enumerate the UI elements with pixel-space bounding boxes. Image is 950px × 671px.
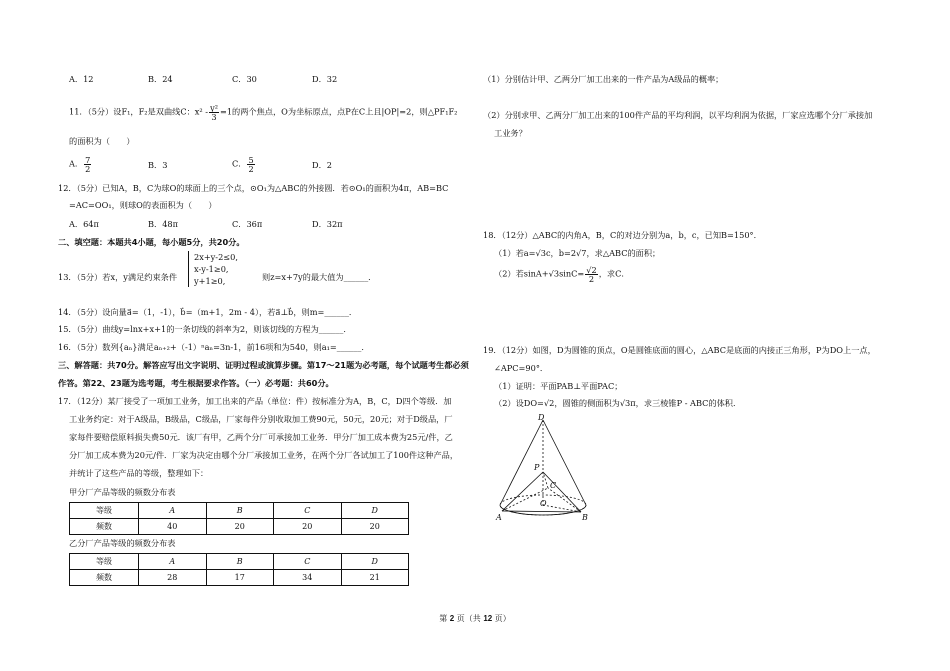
table-cell: 20: [206, 519, 274, 535]
q10-option-d: D．32: [312, 74, 338, 84]
table-cell: 17: [206, 570, 274, 586]
label-a: A: [496, 513, 502, 522]
q12-option-b: B．48π: [148, 219, 179, 229]
page-footer: 第 2 页（共 12 页）: [439, 614, 511, 623]
q18-stem: 18．（12分）△ABC的内角A，B，C的对边分别为a，b，c，已知B=150°．: [483, 230, 762, 240]
label-o: O: [540, 499, 547, 508]
section-3-heading-cont: 作答。第22、23题为选考题，考生根据要求作答。（一）必考题：共60分。: [58, 378, 334, 388]
label-d: D: [538, 413, 545, 422]
q13-stem-b: 则z=x+7y的最大值为______．: [262, 272, 377, 282]
q17-line-1: 17．（12分）某厂接受了一项加工业务，加工出来的产品（单位：件）按标准分为A，B，C，D四个等级．加: [58, 396, 452, 406]
q18-part-1: （1）若a=√3c，b=2√7，求△ABC的面积；: [494, 248, 661, 258]
table-header-cell: C: [274, 554, 342, 570]
q17-line-5: 并统计了这些产品的等级，整理如下：: [69, 468, 209, 478]
q17-part-2: （2）分别求甲、乙两分厂加工出来的100件产品的平均利润，以平均利润为依据，厂家应选哪个分厂承接加: [483, 110, 873, 120]
table-cell: 频数: [70, 519, 139, 535]
table-row: [70, 570, 409, 586]
edge-bc: [548, 488, 581, 512]
cone-slant-right: [543, 420, 586, 505]
table-factory-a: [69, 502, 409, 535]
q17-line-4: 分厂加工成本费为20元/件．厂家为决定由哪个分厂承接加工业务，在两个分厂各试加工了100件这种产品，: [69, 450, 459, 460]
table-cell: 28: [139, 570, 207, 586]
table-cell: 20: [274, 519, 342, 535]
table-cell: 频数: [70, 570, 139, 586]
table-cell: 21: [341, 570, 409, 586]
table-header-cell: A: [139, 554, 207, 570]
q11-option-c: C． $\frac{5}{2}$: [232, 155, 254, 174]
table-header-cell: 等级: [70, 503, 139, 519]
q19-part-1: （1）证明：平面PAB⊥平面PAC；: [494, 381, 623, 391]
label-b: B: [582, 513, 588, 522]
q18-part-2: （2）若sinA+√3sinC= $\frac{√2}{2}$ ，求C．: [494, 265, 630, 284]
table-header-row: [70, 503, 409, 519]
q17-part-2-cont: 工业务？: [494, 128, 527, 138]
q10-option-c: C．30: [232, 74, 257, 84]
table-header-cell: D: [341, 554, 409, 570]
table1-caption: 甲分厂产品等级的频数分布表: [69, 487, 176, 497]
table-cell: 34: [274, 570, 342, 586]
q12-stem: 12．（5分）已知A，B，C为球O的球面上的三个点，⊙O₁为△ABC的外接圆．若⊙O₁的面积为4π，AB=BC: [58, 183, 449, 193]
q15-stem: 15．（5分）曲线y=lnx+x+1的一条切线的斜率为2，则该切线的方程为______．: [58, 324, 352, 334]
q13-constraint-system: 2x+y-2≤0, x-y-1≥0, y+1≥0,: [188, 251, 238, 287]
cone-figure: [490, 412, 610, 527]
table-header-cell: B: [206, 503, 274, 519]
label-p: P: [534, 463, 540, 472]
table2-caption: 乙分厂产品等级的频数分布表: [69, 538, 176, 548]
table-cell: 20: [341, 519, 409, 535]
footer-total-pages: 12: [483, 614, 493, 623]
table-header-cell: 等级: [70, 554, 139, 570]
q12-option-a: A．64π: [69, 219, 99, 229]
section-2-heading: 二、填空题：本题共4小题，每小题5分，共20分。: [58, 237, 245, 247]
table-header-cell: B: [206, 554, 274, 570]
q19-part-2: （2）设DO=√2，圆锥的侧面积为√3π，求三棱锥P - ABC的体积．: [494, 398, 742, 408]
q11-stem-cont: 的面积为（ ）: [69, 136, 135, 146]
table-row: [70, 519, 409, 535]
table-header-cell: D: [341, 503, 409, 519]
q19-stem: 19．（12分）如图，D为圆锥的顶点，O是圆锥底面的圆心，△ABC是底面的内接正三角形，P为DO上一点，: [483, 345, 876, 355]
footer-page-number: 2: [449, 614, 455, 623]
q11-option-b: B．3: [148, 160, 168, 170]
q12-stem-cont: =AC=OO₁，则球O的表面积为（ ）: [69, 200, 217, 210]
q17-line-2: 工业务约定：对于A级品，B级品，C级品，厂家每件分别收取加工费90元，50元，20元；对于D级品，厂: [69, 414, 453, 424]
table-header-cell: C: [274, 503, 342, 519]
edge-ab: [502, 511, 581, 512]
q19-stem-cont: ∠APC=90°．: [494, 363, 549, 373]
label-c: C: [550, 481, 557, 490]
q13-stem-a: 13．（5分）若x，y满足约束条件: [58, 272, 178, 282]
q10-option-b: B．24: [148, 74, 173, 84]
q11-fraction: $\frac{\text{y²}}{3}$: [210, 103, 218, 122]
table-header-cell: A: [139, 503, 207, 519]
table-factory-b: [69, 553, 409, 586]
q12-option-c: C．36π: [232, 219, 263, 229]
q11-stem: 11．（5分）设F₁，F₂是双曲线C：x² - $\frac{\text{y²}}{3}$ =1的两个焦点，O为坐标原点，点P在C上且|OP|=2，则△PF₁F₂: [69, 103, 458, 122]
q17-part-1: （1）分别估计甲、乙两分厂加工出来的一件产品为A级品的概率；: [483, 74, 724, 84]
q14-stem: 14．（5分）设向量a⃗=（1，-1），b⃗=（m+1，2m - 4），若a⃗⊥b⃗，则m=______．: [58, 307, 358, 317]
q12-option-d: D．32π: [312, 219, 343, 229]
table-header-row: [70, 554, 409, 570]
q17-line-3: 家每件要赔偿原料损失费50元．该厂有甲，乙两个分厂可承接加工业务．甲分厂加工成本费为25元/件，乙: [69, 432, 453, 442]
edge-pa: [502, 472, 543, 511]
q11-option-a: A． $\frac{7}{2}$: [69, 155, 91, 174]
section-3-heading: 三、解答题：共70分。解答应写出文字说明、证明过程或演算步骤。第17～21题为必考题，每个试题考生都必须: [58, 360, 469, 370]
q10-option-a: A．12: [69, 74, 94, 84]
q11-option-d: D．2: [312, 160, 332, 170]
q16-stem: 16．（5分）数列{aₙ}满足aₙ₊₂+（-1）ⁿaₙ=3n-1，前16项和为540，则a₁=______．: [58, 342, 370, 352]
table-cell: 40: [139, 519, 207, 535]
